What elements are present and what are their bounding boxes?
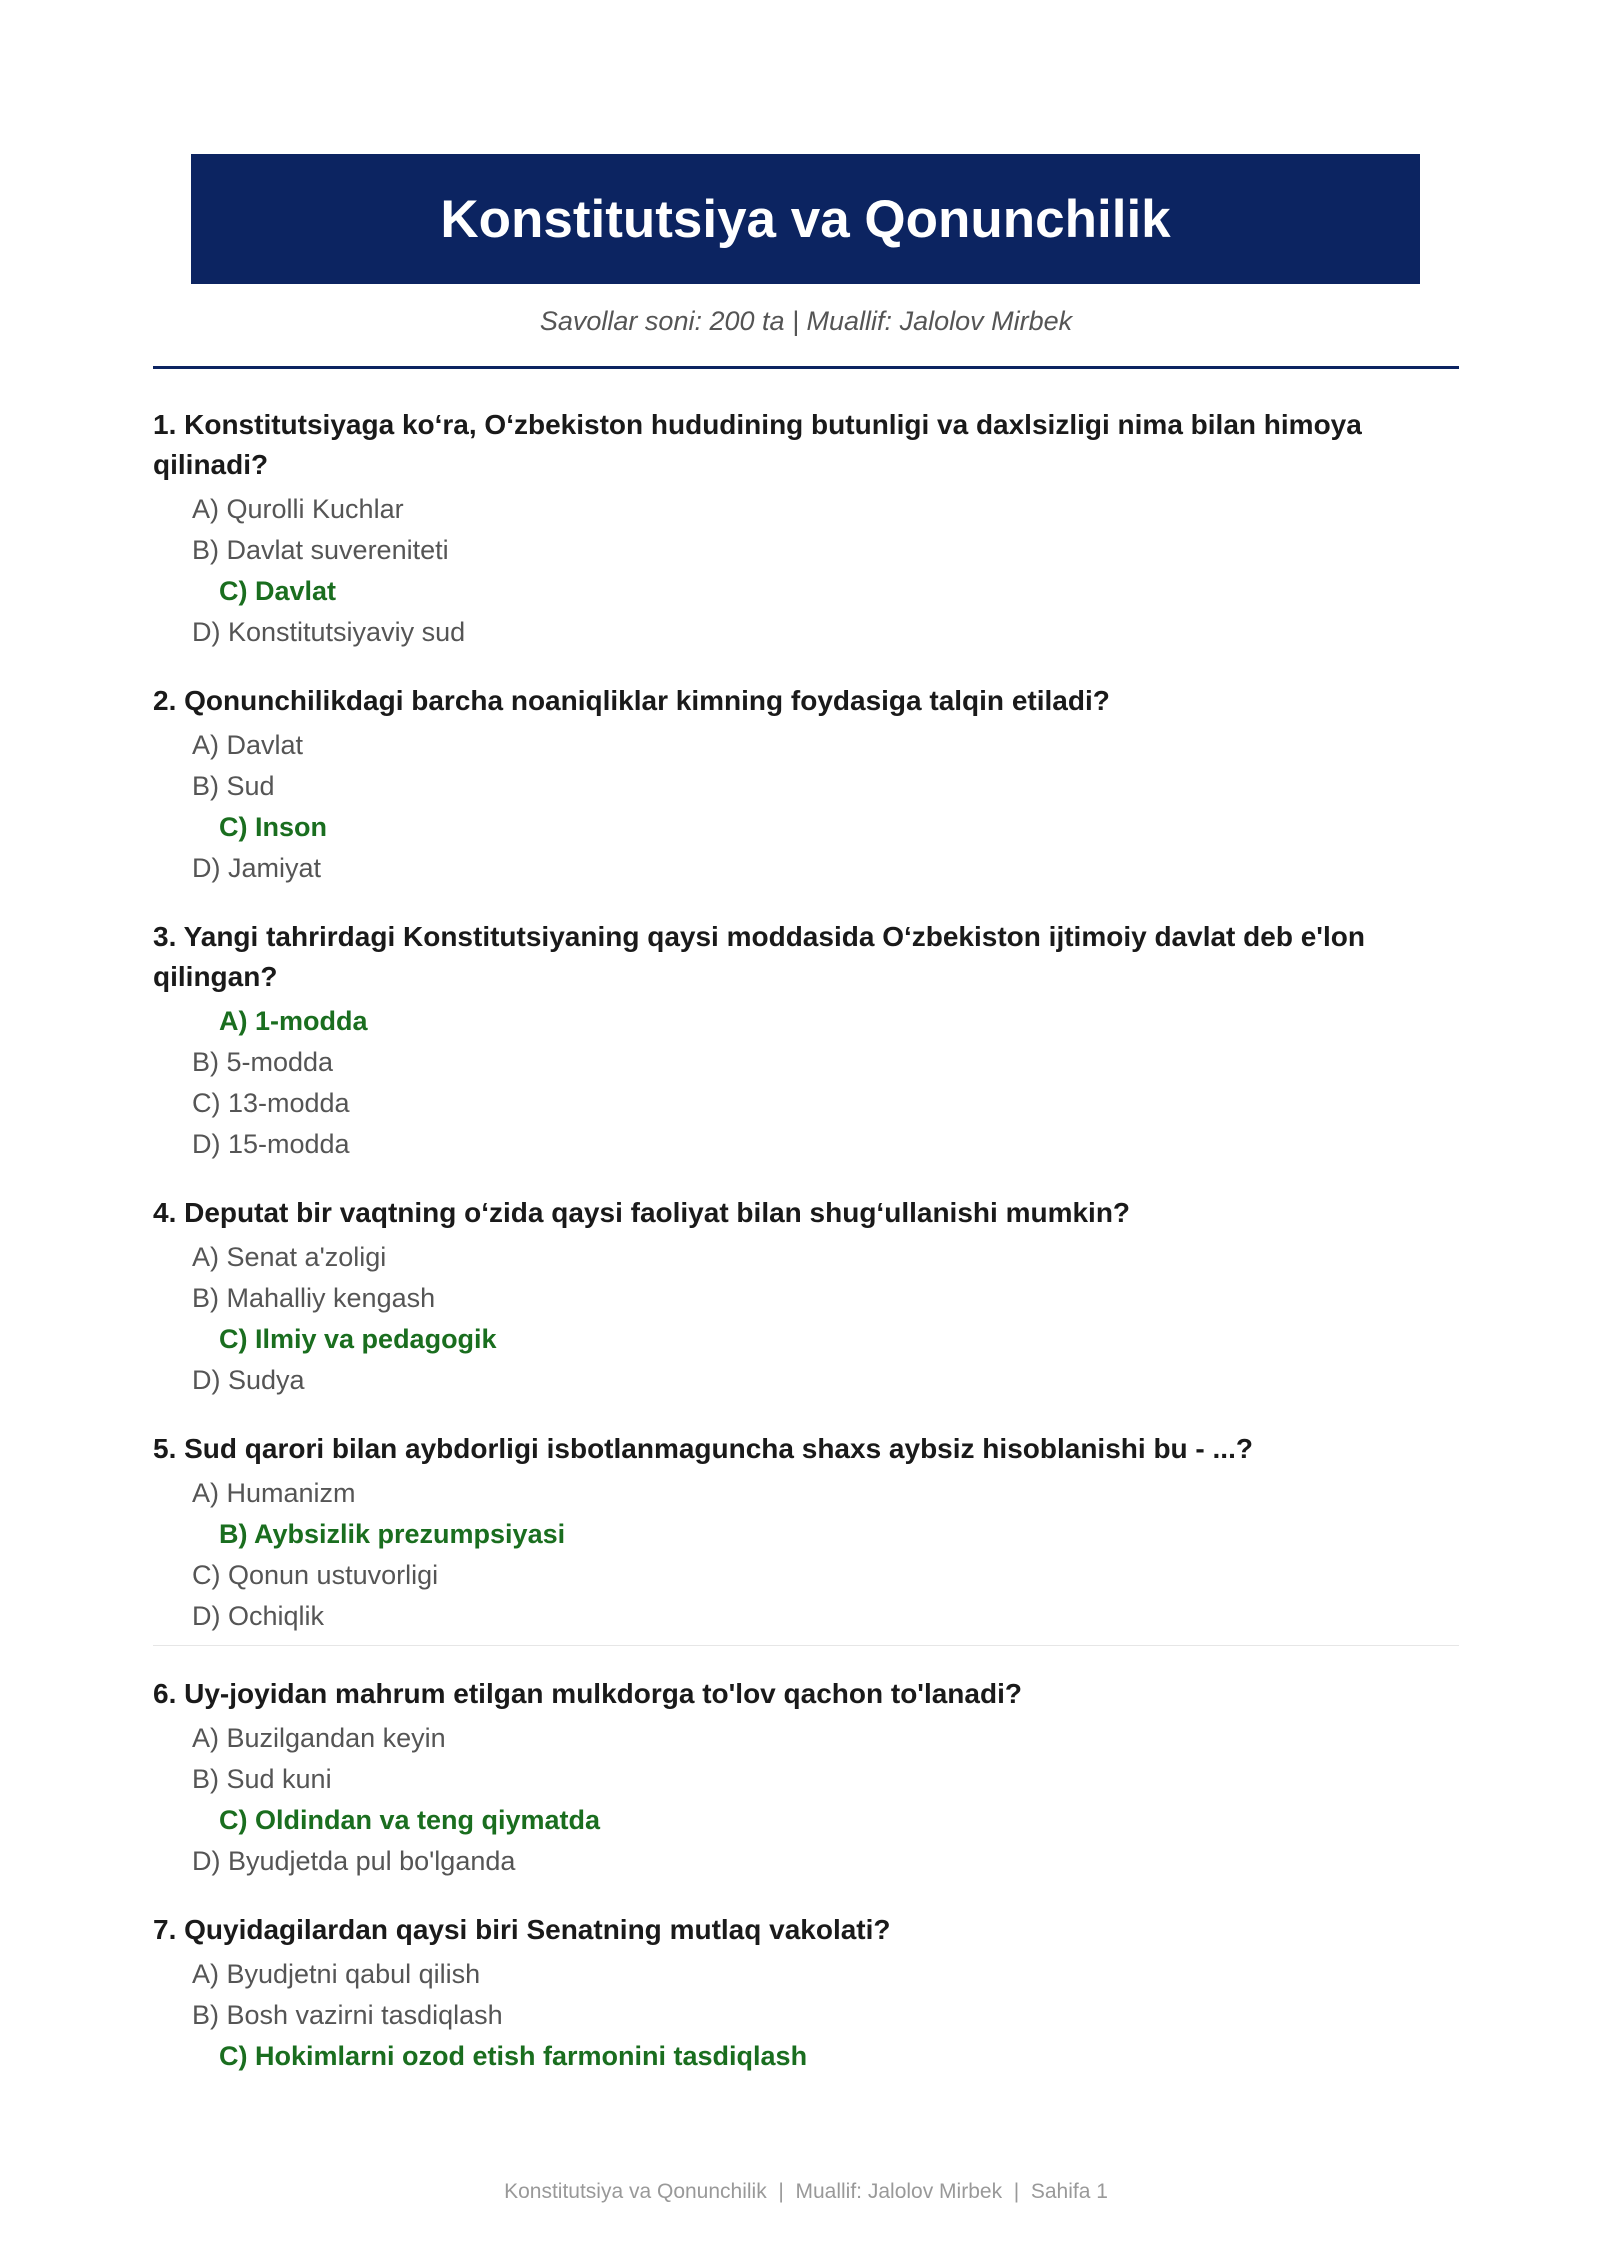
correct-answer-option: C) Hokimlarni ozod etish farmonini tasdiqlash [219,2041,808,2071]
answer-option: A) Senat a'zoligi [192,1242,387,1272]
question-block [153,681,1459,889]
correct-answer-option: C) Davlat [219,576,337,606]
questions-list [153,405,1459,2105]
answer-options [153,1001,1459,1165]
question-text: 7. Quyidagilardan qaysi biri Senatning mutlaq vakolati? [153,1914,891,1945]
answer-option: B) Bosh vazirni tasdiqlash [192,2000,503,2030]
answer-option: B) Sud kuni [192,1764,332,1794]
question-block [153,1910,1459,2077]
question-text: 5. Sud qarori bilan aybdorligi isbotlanmaguncha shaxs aybsiz hisoblanishi bu - ...? [153,1433,1253,1464]
correct-answer-option: C) Inson [219,812,327,842]
answer-option: D) Konstitutsiyaviy sud [192,617,466,647]
answer-option: B) Sud [192,771,275,801]
question-block [153,1674,1459,1882]
section-separator [153,1645,1459,1646]
answer-option: A) Byudjetni qabul qilish [192,1959,481,1989]
question-block [153,405,1459,653]
question-block [153,917,1459,1165]
answer-option: A) Davlat [192,730,304,760]
question-text: 1. Konstitutsiyaga ko‘ra, O‘zbekiston hududining butunligi va daxlsizligi nima bilan himoya qilinadi? [153,409,1362,480]
answer-options [153,1718,1459,1882]
answer-option: C) 13-modda [192,1088,350,1118]
answer-option: A) Buzilgandan keyin [192,1723,446,1753]
question-text: 6. Uy-joyidan mahrum etilgan mulkdorga to'lov qachon to'lanadi? [153,1678,1022,1709]
correct-answer-option: B) Aybsizlik prezumpsiyasi [219,1519,566,1549]
answer-option: A) Humanizm [192,1478,356,1508]
question-text: 4. Deputat bir vaqtning o‘zida qaysi faoliyat bilan shug‘ullanishi mumkin? [153,1197,1131,1228]
question-text: 3. Yangi tahrirdagi Konstitutsiyaning qaysi moddasida O‘zbekiston ijtimoiy davlat deb e'lon qilingan? [153,921,1365,992]
answer-option: C) Qonun ustuvorligi [192,1560,439,1590]
page-footer: Konstitutsiya va Qonunchilik | Muallif: Jalolov Mirbek | Sahifa 1 [504,2180,1108,2203]
question-block [153,1429,1459,1637]
page-subtitle: Savollar soni: 200 ta | Muallif: Jalolov Mirbek [539,306,1073,336]
answer-option: D) Byudjetda pul bo'lganda [192,1846,516,1876]
answer-option: B) Mahalliy kengash [192,1283,436,1313]
header-divider [153,366,1459,369]
page-title: Konstitutsiya va Qonunchilik [440,189,1171,249]
answer-option: B) Davlat suvereniteti [192,535,449,565]
answer-option: D) 15-modda [192,1129,350,1159]
answer-option: B) 5-modda [192,1047,334,1077]
title-banner [191,154,1420,284]
answer-options [153,1237,1459,1401]
answer-option: A) Qurolli Kuchlar [192,494,404,524]
answer-options [153,1954,1459,2077]
answer-option: D) Sudya [192,1365,305,1395]
answer-options [153,1473,1459,1637]
correct-answer-option: C) Oldindan va teng qiymatda [219,1805,601,1835]
answer-option: D) Ochiqlik [192,1601,325,1631]
correct-answer-option: A) 1-modda [219,1006,368,1036]
question-text: 2. Qonunchilikdagi barcha noaniqliklar kimning foydasiga talqin etiladi? [153,685,1110,716]
answer-options [153,489,1459,653]
answer-option: D) Jamiyat [192,853,322,883]
correct-answer-option: C) Ilmiy va pedagogik [219,1324,497,1354]
answer-options [153,725,1459,889]
question-block [153,1193,1459,1401]
